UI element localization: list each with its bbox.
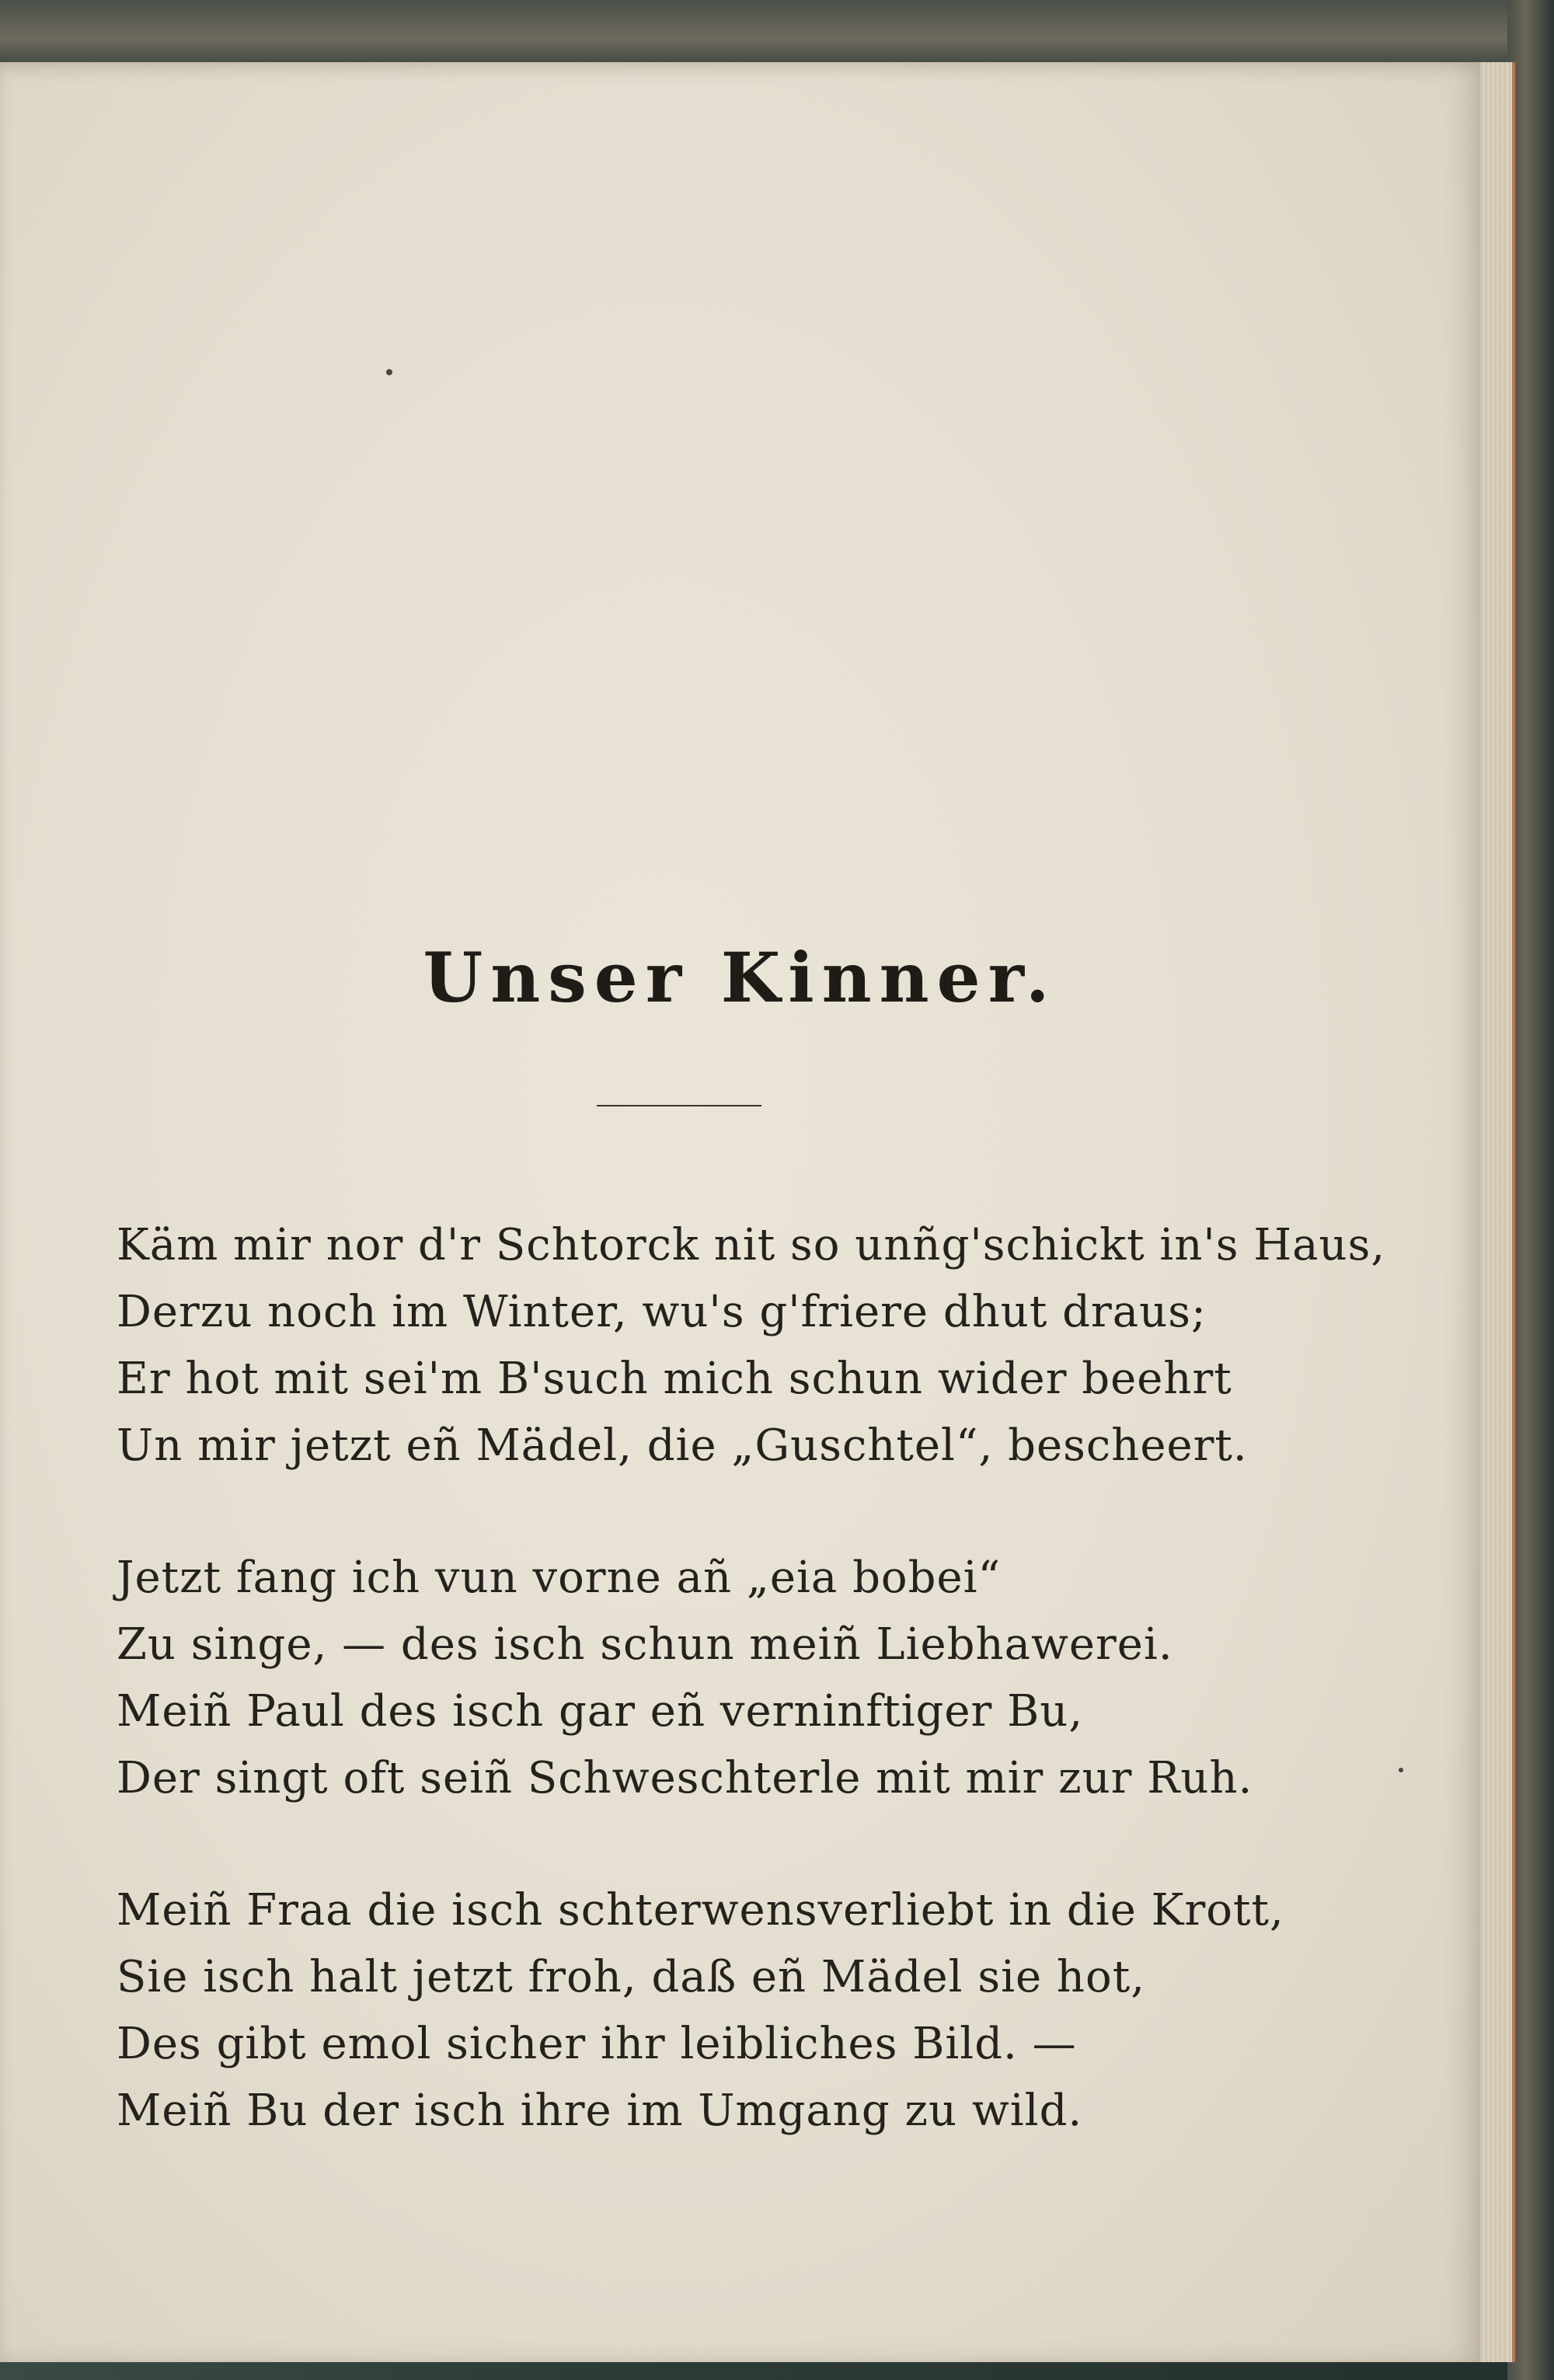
poem-line: Der singt oft seiñ Schweschterle mit mir zur Ruh. <box>117 1753 1253 1803</box>
poem-line: Er hot mit sei'm B'such mich schun wider beehrt <box>117 1354 1232 1404</box>
poem-line: Meiñ Bu der isch ihre im Umgang zu wild. <box>117 2086 1083 2136</box>
poem-line: Käm mir nor d'r Schtorck nit so unñg'schickt in's Haus, <box>117 1220 1386 1270</box>
ink-speck <box>1399 1768 1403 1772</box>
stanza-1 <box>117 1212 1386 1479</box>
stanza-2 <box>117 1545 1360 1812</box>
poem-line: Jetzt fang ich vun vorne añ „eia bobei“ <box>117 1552 1002 1603</box>
poem-line: Zu singe, — des isch schun meiñ Liebhawerei. <box>117 1619 1173 1670</box>
poem-line: Meiñ Paul des isch gar eñ verninftiger Bu, <box>117 1686 1084 1737</box>
cover-top-edge <box>0 0 1554 70</box>
poem-line: Des gibt emol sicher ihr leibliches Bild. — <box>117 2019 1077 2069</box>
poem-line: Derzu noch im Winter, wu's g'friere dhut draus; <box>117 1287 1207 1337</box>
poem-line: Meiñ Fraa die isch schterwensverliebt in die Krott, <box>117 1885 1284 1936</box>
poem-line: Sie isch halt jetzt froh, daß eñ Mädel sie hot, <box>117 1952 1146 2002</box>
title-divider <box>597 1105 761 1106</box>
poem-line: Un mir jetzt eñ Mädel, die „Guschtel“, bescheert. <box>117 1420 1248 1471</box>
stanza-3 <box>117 1877 1360 2145</box>
ink-speck <box>386 369 392 375</box>
poem-title: Unser Kinner. <box>423 937 1057 1018</box>
poem-body <box>117 1212 1386 2210</box>
book-page <box>0 62 1480 2362</box>
